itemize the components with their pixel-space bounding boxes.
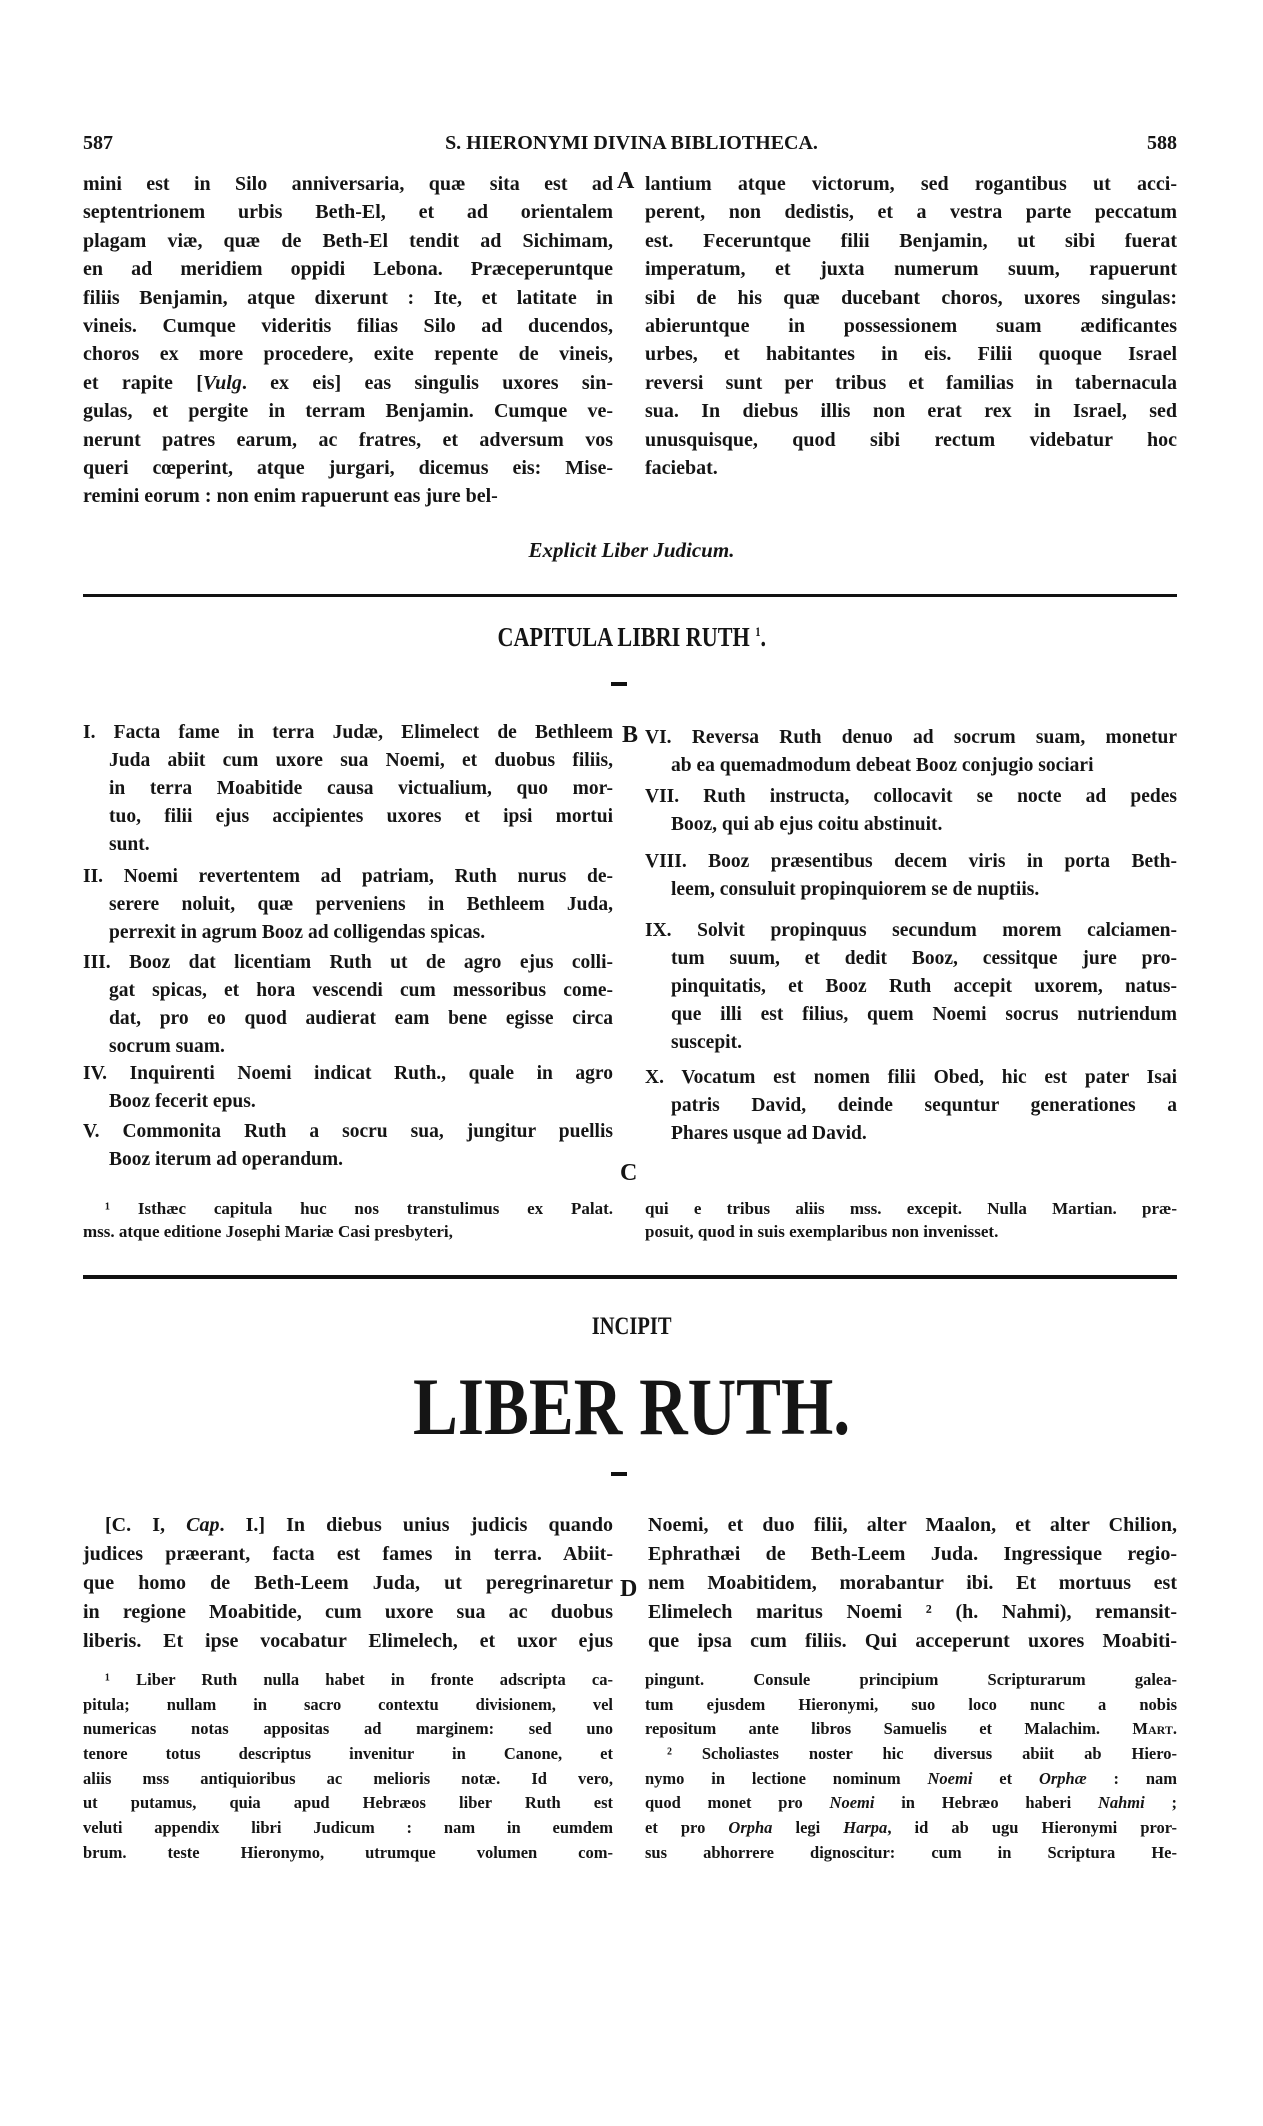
heading-dash: [611, 682, 627, 686]
text-run: ;: [1144, 1793, 1177, 1813]
text-line: mss. atque editione Josephi Mariæ Casi presbyteri,: [83, 1222, 453, 1241]
judges-right-column: [645, 170, 1177, 482]
text-line: tuo, filii ejus accipientes uxores et ipsi mortui: [109, 806, 613, 827]
text-line: aliis mss antiquioribus ac melioris notæ. Id vero,: [83, 1768, 613, 1788]
text-line: Booz, qui ab ejus coitu abstinuit.: [671, 814, 943, 835]
text-line: que homo de Beth-Leem Juda, ut peregrinaretur: [83, 1572, 613, 1594]
text-line: patris David, deinde sequntur generationes a: [671, 1095, 1177, 1116]
text-line: tenore totus descriptus invenitur in Canone, et: [83, 1744, 613, 1764]
text-run: et rapite [: [83, 371, 203, 394]
capitula-footnote-right: [645, 1197, 1177, 1243]
text-line: imperatum, et juxta numerum suum, rapuerunt: [645, 258, 1177, 281]
capitulum-entry: [645, 917, 1177, 1057]
text-line: qui e tribus aliis mss. excepit. Nulla Martian. præ-: [645, 1199, 1177, 1218]
capitula-footnote-left: [83, 1197, 613, 1243]
text-line: queri cœperint, atque jurgari, dicemus eis: Mise-: [83, 456, 613, 479]
text-line: ¹ Liber Ruth nulla habet in fronte adscripta ca-: [105, 1670, 613, 1689]
text-line: VII. Ruth instructa, collocavit se nocte ad pedes: [645, 786, 1177, 807]
text-line: filiis Benjamin, atque dixerunt : Ite, et latitate in: [83, 286, 613, 309]
text-line: tum ejusdem Hieronymi, suo loco nunc a nobis: [645, 1694, 1177, 1714]
text-line: suscepit.: [671, 1032, 742, 1053]
text-line: ut putamus, quia apud Hebræos liber Ruth est: [83, 1793, 613, 1813]
text-line: judices præerant, facta est fames in terra. Abiit-: [83, 1543, 613, 1565]
text-line: gulas, et pergite in terram Benjamin. Cumque ve-: [83, 400, 613, 423]
text-line: pingunt. Consule principium Scripturarum galea-: [645, 1670, 1177, 1689]
text-line: perrexit in agrum Booz ad colligendas spicas.: [109, 922, 486, 943]
text-line: leem, consuluit propinquiorem se de nuptiis.: [671, 879, 1040, 900]
text-run: in Hebræo haberi: [874, 1793, 1098, 1813]
text-line: reversi sunt per tribus et familias in tabernacula: [645, 371, 1177, 394]
text-run: , id ab ugu Hieronymi pror-: [887, 1818, 1177, 1838]
text-run: : nam: [1086, 1768, 1177, 1788]
italic-run: Orpha: [728, 1818, 773, 1838]
text-line: faciebat.: [645, 456, 718, 479]
running-title: S. HIERONYMI DIVINA BIBLIOTHECA.: [445, 132, 818, 154]
text-line: sibi de his quæ ducebant choros, uxores singulas:: [645, 286, 1177, 309]
text-line: Noemi, et duo filii, alter Maalon, et alter Chilion,: [648, 1514, 1177, 1536]
text-line: nem Moabitidem, morabantur ibi. Et mortuus est: [648, 1572, 1177, 1594]
text-line: in regione Moabitide, cum uxore sua ac duobus: [83, 1601, 613, 1623]
text-line: VIII. Booz præsentibus decem viris in porta Beth-: [645, 851, 1177, 872]
text-run: Mart.: [1132, 1719, 1177, 1739]
italic-run: Noemi: [927, 1768, 973, 1788]
capitulum-entry: [83, 719, 613, 859]
text-line: II. Noemi revertentem ad patriam, Ruth nurus de-: [83, 866, 613, 887]
page-number-left: 587: [83, 132, 113, 154]
text-run: . I.] In diebus unius judicis quando: [219, 1514, 613, 1536]
text-line: ab ea quemadmodum debeat Booz conjugio sociari: [671, 755, 1094, 776]
incipit-label: [0, 1313, 1263, 1341]
italic-run: Nahmi: [1097, 1793, 1145, 1813]
text-line: que illi est filius, quem Noemi socrus nutriendum: [671, 1004, 1177, 1025]
text-line: abieruntque in possessionem suam ædificantes: [645, 314, 1177, 337]
text-line: liberis. Et ipse vocabatur Elimelech, et uxor ejus: [83, 1630, 613, 1652]
text-line: IX. Solvit propinquus secundum morem calciamen-: [645, 920, 1177, 941]
capitula-heading: CAPITULA LIBRI RUTH $^1$.: [497, 622, 766, 652]
text-line: [645, 1791, 1177, 1816]
text-line: nerunt patres earum, ac fratres, et adversum vos: [83, 428, 613, 451]
text-line: [645, 1816, 1177, 1841]
text-line: III. Booz dat licentiam Ruth ut de agro ejus colli-: [83, 952, 613, 973]
italic-run: Vulg: [202, 371, 242, 394]
text-line: veluti appendix libri Judicum : nam in eumdem: [83, 1818, 613, 1838]
capitulum-entry: [645, 724, 1177, 780]
text-line: numericas notas appositas ad marginem: sed uno: [83, 1719, 613, 1739]
text-line: [645, 1717, 1177, 1742]
text-line: mini est in Silo anniversaria, quæ sita est ad: [83, 173, 613, 195]
text-line: [645, 1767, 1177, 1792]
text-line: X. Vocatum est nomen filii Obed, hic est pater Isai: [645, 1067, 1177, 1088]
capitulum-entry: [645, 783, 1177, 839]
text-run: et pro: [645, 1818, 729, 1838]
text-line: I. Facta fame in terra Judæ, Elimelect de Bethleem: [83, 722, 613, 743]
text-run: . ex eis] eas singulis uxores sin-: [241, 371, 613, 394]
text-line: Ephrathæi de Beth-Leem Juda. Ingressique regio-: [648, 1543, 1177, 1565]
ruth-left-column: [83, 1511, 613, 1656]
book-title: [0, 1362, 1263, 1452]
text-line: dat, pro eo quod audierat eam bene egisse circa: [109, 1008, 613, 1029]
page-number-right: 588: [1147, 132, 1177, 154]
footnote-ref: 1: [754, 624, 761, 639]
text-line: perent, non dedistis, et a vestra parte peccatum: [645, 201, 1177, 224]
text-line: est. Feceruntque filii Benjamin, ut sibi fuerat: [645, 229, 1177, 252]
section-rule-heavy: [83, 1275, 1177, 1279]
margin-letter-c: C: [620, 1160, 638, 1186]
text-line: lantium atque victorum, sed rogantibus ut acci-: [645, 173, 1177, 195]
text-run: et: [972, 1768, 1039, 1788]
text-line: sua. In diebus illis non erat rex in Israel, sed: [645, 400, 1177, 423]
italic-run: Cap: [186, 1514, 220, 1536]
text-line: Elimelech maritus Noemi ² (h. Nahmi), remansit-: [648, 1601, 1177, 1623]
text-line: IV. Inquirenti Noemi indicat Ruth., quale in agro: [83, 1063, 613, 1084]
capitula-title: CAPITULA LIBRI RUTH: [497, 622, 750, 652]
text-line: pinquitatis, et Booz Ruth accepit uxorem, natus-: [671, 976, 1177, 997]
text-line: Phares usque ad David.: [671, 1123, 867, 1144]
capitulum-entry: [83, 1060, 613, 1116]
text-run: legi: [772, 1818, 844, 1838]
capitulum-entry: [83, 1118, 613, 1174]
text-line: [83, 1511, 613, 1540]
text-line: VI. Reversa Ruth denuo ad socrum suam, monetur: [645, 727, 1177, 748]
text-line: septentrionem urbis Beth-El, et ad orientalem: [83, 201, 613, 224]
margin-letter-d: D: [620, 1576, 638, 1602]
judges-left-column: [83, 170, 613, 511]
section-rule: [83, 594, 1177, 597]
text-line: sus abhorrere dignoscitur: cum in Scriptura He-: [645, 1842, 1177, 1862]
text-line: tum suum, et dedit Booz, cessitque jure pro-: [671, 948, 1177, 969]
margin-letter-b: B: [622, 722, 639, 748]
text-run: quod monet pro: [645, 1793, 830, 1813]
capitulum-entry: [645, 848, 1177, 904]
title-dash: [611, 1472, 627, 1476]
text-line: unusquisque, quod sibi rectum videbatur hoc: [645, 428, 1177, 451]
text-line: que ipsa cum filiis. Qui acceperunt uxores Moabiti-: [648, 1630, 1177, 1652]
text-line: sunt.: [109, 834, 150, 855]
ruth-footnote-right: [645, 1668, 1177, 1866]
text-line: pitula; nullam in sacro contextu divisionem, vel: [83, 1694, 613, 1714]
text-line: in terra Moabitide causa victualium, quo mor-: [109, 778, 613, 799]
text-line: choros ex more procedere, exite repente de vineis,: [83, 343, 613, 366]
text-line: serere noluit, quæ perveniens in Bethleem Juda,: [109, 894, 613, 915]
text-line: Juda abiit cum uxore sua Noemi, et duobus filiis,: [109, 750, 613, 771]
text-line: brum. teste Hieronymo, utrumque volumen com-: [83, 1842, 613, 1862]
capitulum-entry: [645, 1064, 1177, 1148]
text-line: urbes, et habitantes in eis. Filii quoque Israel: [645, 343, 1177, 366]
margin-letter-a: A: [617, 168, 635, 194]
text-line: plagam viæ, quæ de Beth-El tendit ad Sichimam,: [83, 229, 613, 252]
italic-run: Noemi: [829, 1793, 875, 1813]
italic-run: Harpa: [843, 1818, 888, 1838]
text-line: ² Scholiastes noster hic diversus abiit ab Hiero-: [667, 1744, 1177, 1764]
text-line: vineis. Cumque videritis filias Silo ad ducendos,: [83, 314, 613, 337]
ruth-right-column: [648, 1511, 1177, 1656]
text-line: V. Commonita Ruth a socru sua, jungitur puellis: [83, 1121, 613, 1142]
text-line: socrum suam.: [109, 1036, 225, 1057]
capitulum-entry: [83, 949, 613, 1061]
text-line: gat spicas, et hora vescendi cum messoribus come-: [109, 980, 613, 1001]
text-line: Booz iterum ad operandum.: [109, 1149, 343, 1170]
italic-run: Orphæ: [1038, 1768, 1087, 1788]
explicit-line: Explicit Liber Judicum.: [528, 538, 735, 562]
incipit-text: INCIPIT: [591, 1313, 672, 1340]
book-title-text: LIBER RUTH.: [412, 1361, 851, 1452]
text-run: nymo in lectione nominum: [645, 1768, 928, 1788]
text-line: Booz fecerit epus.: [109, 1091, 256, 1112]
text-run: [C. I,: [105, 1514, 187, 1536]
text-line: [83, 369, 613, 397]
text-line: en ad meridiem oppidi Lebona. Præceperuntque: [83, 258, 613, 281]
capitulum-entry: [83, 863, 613, 947]
text-run: repositum ante libros Samuelis et Malachim.: [645, 1719, 1133, 1739]
text-line: posuit, quod in suis exemplaribus non invenisset.: [645, 1222, 999, 1241]
text-line: remini eorum : non enim rapuerunt eas jure bel-: [83, 485, 498, 508]
ruth-footnote-left: [83, 1668, 613, 1866]
text-line: ¹ Isthæc capitula huc nos transtulimus ex Palat.: [105, 1199, 613, 1218]
